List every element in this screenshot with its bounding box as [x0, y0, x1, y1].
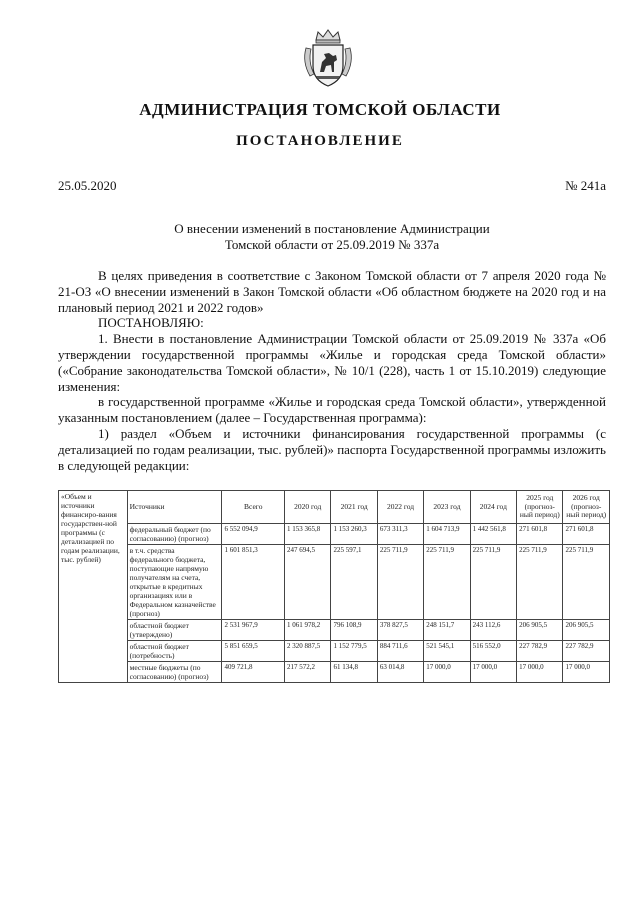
- cell-value: 225 711,9: [470, 545, 516, 620]
- header-sources: Источники: [127, 491, 222, 524]
- cell-value: 409 721,8: [222, 662, 285, 683]
- cell-value: 378 827,5: [377, 620, 423, 641]
- cell-value: 61 134,8: [331, 662, 377, 683]
- cell-value: 673 311,3: [377, 524, 423, 545]
- coat-of-arms-icon: [296, 26, 360, 90]
- document-date: 25.05.2020: [58, 178, 117, 193]
- cell-value: 1 152 779,5: [331, 641, 377, 662]
- cell-value: 271 601,8: [563, 524, 610, 545]
- cell-value: 227 782,9: [563, 641, 610, 662]
- subject-line-1: О внесении изменений в постановление Администрации: [174, 221, 490, 236]
- cell-value: 1 442 561,8: [470, 524, 516, 545]
- cell-value: 247 694,5: [285, 545, 331, 620]
- cell-value: 516 552,0: [470, 641, 516, 662]
- cell-value: 63 014,8: [377, 662, 423, 683]
- header-2025: 2025 год (прогноз-ный период): [517, 491, 563, 524]
- table-row: [59, 641, 610, 662]
- cell-value: 225 711,9: [377, 545, 423, 620]
- cell-value: 5 851 659,5: [222, 641, 285, 662]
- header-2024: 2024 год: [470, 491, 516, 524]
- cell-value: 796 108,9: [331, 620, 377, 641]
- table-header-row: [59, 491, 610, 524]
- cell-value: 17 000,0: [563, 662, 610, 683]
- financing-table: [58, 490, 610, 683]
- header-total: Всего: [222, 491, 285, 524]
- row-source: местные бюджеты (по согласованию) (прогноз): [127, 662, 222, 683]
- cell-value: 521 545,1: [424, 641, 470, 662]
- paragraph-section: 1) раздел «Объем и источники финансирования государственной программы (с детализацией по годам реализации, тыс. рублей)» паспорта Государственной программы изложить в следующей редакции:: [58, 425, 606, 473]
- table-row: [59, 620, 610, 641]
- row-source: областной бюджет (потребность): [127, 641, 222, 662]
- cell-value: 884 711,6: [377, 641, 423, 662]
- cell-value: 248 151,7: [424, 620, 470, 641]
- cell-value: 1 153 260,3: [331, 524, 377, 545]
- organization-title: АДМИНИСТРАЦИЯ ТОМСКОЙ ОБЛАСТИ: [139, 100, 501, 119]
- table-row: [59, 524, 610, 545]
- paragraph-resolve: ПОСТАНОВЛЯЮ:: [98, 315, 204, 331]
- paragraph-preamble: В целях приведения в соответствие с Законом Томской области от 7 апреля 2020 года № 21-ОЗ «О внесении изменений в Закон Томской области «Об областном бюджете на 2020 год и на плановый период 2021 и 2022 годов»: [58, 268, 606, 315]
- cell-value: 17 000,0: [424, 662, 470, 683]
- cell-value: 225 711,9: [563, 545, 610, 620]
- paragraph-program: в государственной программе «Жилье и городская среда Томской области», утвержденной указанным постановлением (далее – Государственная программа):: [58, 394, 606, 426]
- header-2023: 2023 год: [424, 491, 470, 524]
- row-source: в т.ч. средства федерального бюджета, поступающие напрямую получателям на счета, открытые в кредитных организациях или в Федеральном казначействе (прогноз): [127, 545, 222, 620]
- subject-line-2: Томской области от 25.09.2019 № 337а: [224, 237, 440, 252]
- cell-value: 225 711,9: [424, 545, 470, 620]
- cell-value: 2 320 887,5: [285, 641, 331, 662]
- header-2021: 2021 год: [331, 491, 377, 524]
- header-2022: 2022 год: [377, 491, 423, 524]
- paragraph-item-1: 1. Внести в постановление Администрации Томской области от 25.09.2019 № 337а «Об утверждении государственной программы «Жилье и городская среда Томской области» («Собрание законодательства Томской области», № 10/1 (228), часть 1 от 15.10.2019) следующие изменения:: [58, 331, 606, 394]
- cell-value: 225 597,1: [331, 545, 377, 620]
- row-source: федеральный бюджет (по согласованию) (прогноз): [127, 524, 222, 545]
- header-2026: 2026 год (прогноз-ный период): [563, 491, 610, 524]
- document-subject: [58, 221, 606, 253]
- cell-value: 1 604 713,9: [424, 524, 470, 545]
- cell-value: 1 601 851,3: [222, 545, 285, 620]
- header-2020: 2020 год: [285, 491, 331, 524]
- cell-value: 206 905,5: [563, 620, 610, 641]
- cell-value: 17 000,0: [517, 662, 563, 683]
- cell-value: 2 531 967,9: [222, 620, 285, 641]
- cell-value: 1 061 978,2: [285, 620, 331, 641]
- table-row: [59, 545, 610, 620]
- cell-value: 6 552 094,9: [222, 524, 285, 545]
- cell-value: 243 112,6: [470, 620, 516, 641]
- cell-value: 225 711,9: [517, 545, 563, 620]
- cell-value: 217 572,2: [285, 662, 331, 683]
- document-type: ПОСТАНОВЛЕНИЕ: [236, 133, 404, 149]
- cell-value: 206 905,5: [517, 620, 563, 641]
- table-row: [59, 662, 610, 683]
- cell-value: 1 153 365,8: [285, 524, 331, 545]
- cell-value: 227 782,9: [517, 641, 563, 662]
- cell-value: 17 000,0: [470, 662, 516, 683]
- document-body: [58, 268, 606, 473]
- row-source: областной бюджет (утверждено): [127, 620, 222, 641]
- cell-value: 271 601,8: [517, 524, 563, 545]
- document-number: № 241а: [565, 178, 606, 193]
- table-first-cell: «Объем и источники финансиро-вания государствен-ной программы (с детализацией по годам реализации, тыс. рублей): [59, 491, 128, 683]
